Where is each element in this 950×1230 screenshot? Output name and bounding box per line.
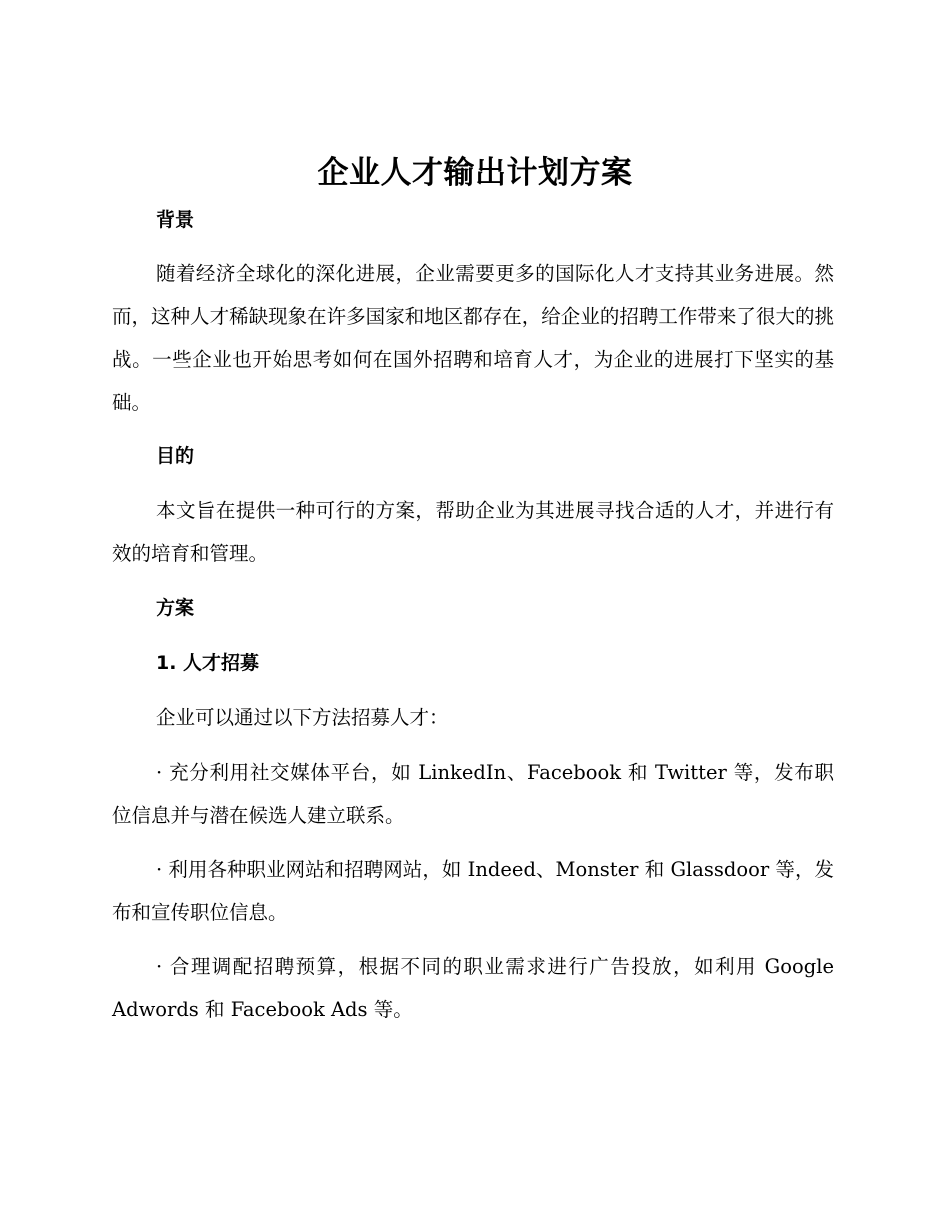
bullet-item-job-websites: · 利用各种职业网站和招聘网站，如 Indeed、Monster 和 Glassdoor 等，发布和宣传职位信息。 xyxy=(112,858,834,924)
paragraph-recruitment-intro: 企业可以通过以下方法招募人才： xyxy=(156,706,449,729)
subheading-talent-recruitment: 1. 人才招募 xyxy=(156,652,260,674)
section-heading-background: 背景 xyxy=(156,209,195,231)
bullet-item-recruitment-budget: · 合理调配招聘预算，根据不同的职业需求进行广告投放，如利用 Google Adwords 和 Facebook Ads 等。 xyxy=(112,955,834,1021)
bullet-item-social-media: · 充分利用社交媒体平台，如 LinkedIn、Facebook 和 Twitter 等，发布职位信息并与潜在候选人建立联系。 xyxy=(112,761,834,827)
section-heading-plan: 方案 xyxy=(156,597,195,619)
section-heading-purpose: 目的 xyxy=(156,445,195,467)
paragraph-purpose: 本文旨在提供一种可行的方案，帮助企业为其进展寻找合适的人才，并进行有效的培育和管理。 xyxy=(112,499,834,565)
paragraph-background: 随着经济全球化的深化进展，企业需要更多的国际化人才支持其业务进展。然而，这种人才稀缺现象在许多国家和地区都存在，给企业的招聘工作带来了很大的挑战。一些企业也开始思考如何在国外招聘和培育人才，为企业的进展打下坚实的基础。 xyxy=(112,262,834,414)
document-title: 企业人才输出计划方案 xyxy=(317,155,633,191)
